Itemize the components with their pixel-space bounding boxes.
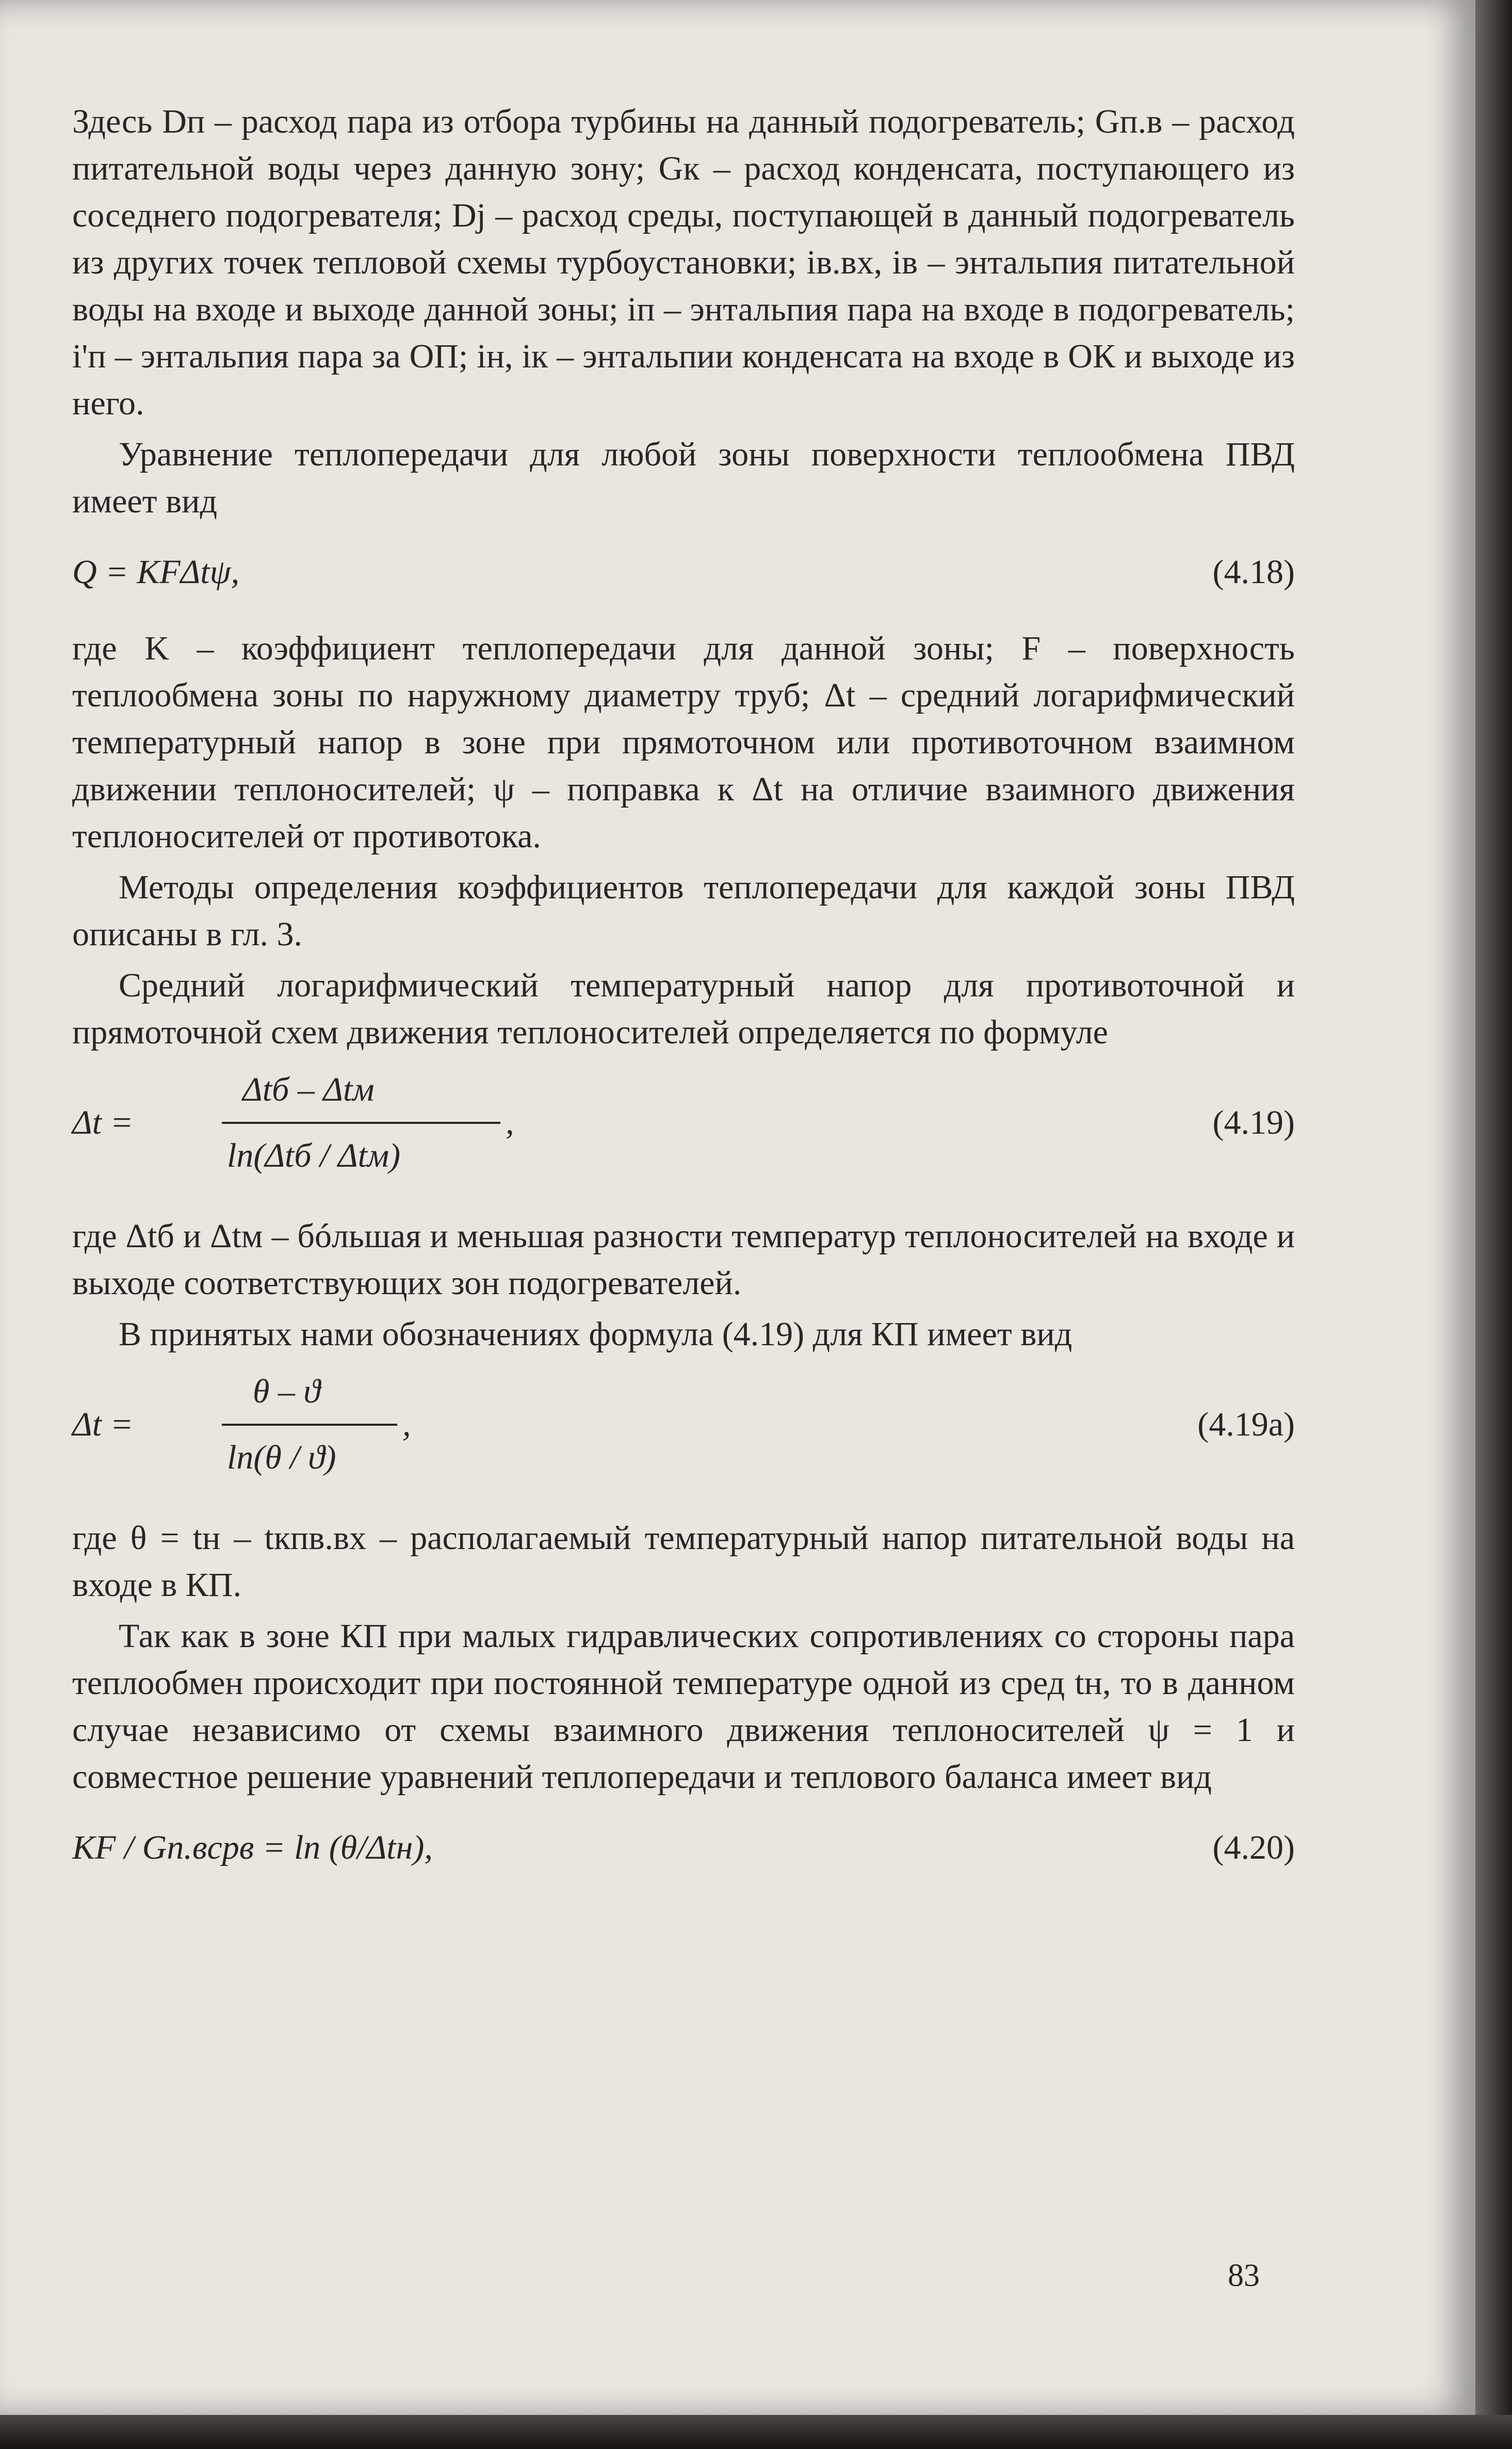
equation-4-19a-numerator: θ – ϑ: [253, 1373, 320, 1410]
paragraph-where-dt: где Δtб и Δtм – бóльшая и меньшая разности температур теплоносителей на входе и выходе соответствующих зон подогревателей.: [72, 1217, 1295, 1302]
page-bottom-shadow: [0, 2415, 1512, 2449]
equation-4-20-expression: KF / Gп.вcpв = ln (θ/Δtн),: [72, 1829, 433, 1866]
equation-4-19a-fraction: [72, 1368, 588, 1487]
equation-4-19-fraction: [72, 1066, 588, 1185]
equation-4-19-denominator: ln(Δtб / Δtм): [227, 1137, 401, 1174]
equation-4-19a-number: (4.19a): [1197, 1406, 1295, 1443]
page-edge-shadow: [1475, 0, 1512, 2449]
equation-4-19-tail: ,: [506, 1104, 514, 1141]
equation-4-18: [72, 535, 1295, 613]
paragraph-where-theta: где θ = tн – tкпв.вх – располагаемый температурный напор питательной воды на входе в КП.: [72, 1519, 1295, 1604]
paragraph-where-k: где K – коэффициент теплопередачи для данной зоны; F – поверхность теплообмена зоны по наружному диаметру труб; Δt – средний логарифмический температурный напор в зоне при прямоточном или противоточном взаимном движении теплоносителей; ψ – поправка к Δt на отличие взаимного движения теплоносителей от противотока.: [72, 630, 1295, 855]
paragraph-heat-transfer-intro: Уравнение теплопередачи для любой зоны поверхности теплообмена ПВД имеет вид: [72, 436, 1295, 520]
paragraph-notation: В принятых нами обозначениях формула (4.19) для КП имеет вид: [119, 1315, 1072, 1353]
equation-4-19a-denominator: ln(θ / ϑ): [227, 1439, 336, 1476]
equation-4-19-fraction-bar: [222, 1122, 500, 1124]
paragraph-methods: Методы определения коэффициентов теплопередачи для каждой зоны ПВД описаны в гл. 3.: [72, 868, 1295, 953]
equation-4-18-number: (4.18): [1212, 553, 1295, 591]
equation-4-20: [72, 1811, 1295, 1888]
page-number: 83: [1228, 2258, 1260, 2293]
paragraph-kp-zone: Так как в зоне КП при малых гидравлических сопротивлениях со стороны пара теплообмен происходит при постоянной температуре одной из сред tн, то в данном случае независимо от схемы взаимного движения теплоносителей ψ = 1 и совместное решение уравнений теплопередачи и теплового баланса имеет вид: [72, 1617, 1295, 1796]
paragraph-definitions: Здесь Dп – расход пара из отбора турбины на данный подогреватель; Gп.в – расход питательной воды через данную зону; Gк – расход конденсата, поступающего из соседнего подогревателя; Dj – расход среды, поступающей в данный подогреватель из других точек тепловой схемы турбоустановки; iв.вх, iв – энтальпия питательной воды на входе и выходе данной зоны; iп – энтальпия пара на входе в подогреватель; i'п – энтальпия пара за ОП; iн, iк – энтальпии конденсата на входе в ОК и выходе из него.: [72, 103, 1295, 422]
equation-4-19a-lhs: Δt =: [72, 1406, 134, 1443]
paragraph-mean-log: Средний логарифмический температурный напор для противоточной и прямоточной схем движения теплоносителей определяется по формуле: [72, 966, 1295, 1051]
equation-4-19a: [72, 1368, 1295, 1502]
equation-4-19-number: (4.19): [1212, 1104, 1295, 1141]
page-text: [72, 98, 1295, 1900]
equation-4-19a-tail: ,: [402, 1406, 411, 1443]
equation-4-19-numerator: Δtб – Δtм: [242, 1071, 375, 1108]
equation-4-19a-fraction-bar: [222, 1424, 397, 1426]
equation-4-19-lhs: Δt =: [72, 1104, 134, 1141]
equation-4-19: [72, 1066, 1295, 1200]
equation-4-20-number: (4.20): [1212, 1829, 1295, 1866]
equation-4-18-expression: Q = KFΔtψ,: [72, 553, 240, 591]
